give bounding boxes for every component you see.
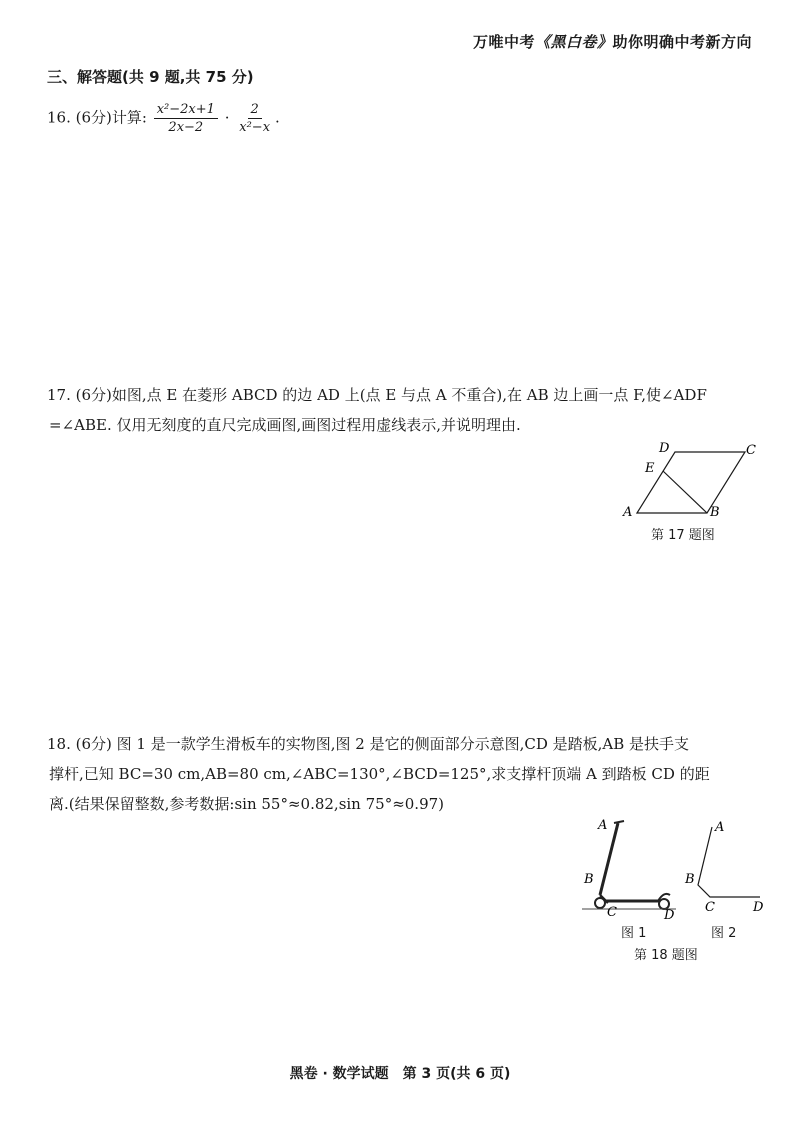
fig1-label-a: A [598,818,608,833]
header-slogan [473,31,752,52]
q16-fraction-1 [154,101,218,136]
q18-line-1: 18. (6分) 图 1 是一款学生滑板车的实物图,图 2 是它的侧面部分示意图,CD 是踏板,AB 是扶手支 [47,735,690,753]
schematic-abcd [698,827,760,897]
q16-fraction-2 [236,101,273,136]
q18-fig1-caption: 图 1 [621,926,647,941]
label-a: A [623,505,633,520]
q16-frac2-denominator: x²−x [239,120,271,135]
question-16 [47,101,280,136]
question-18 [47,729,757,819]
question-17 [47,380,757,440]
fig1-label-d: D [664,908,675,920]
q18-figure-1-scooter [580,815,680,920]
fig1-label-c: C [607,905,617,920]
label-b: B [710,505,720,520]
q16-dot: · [224,108,230,127]
q18-line-2: 撑杆,已知 BC=30 cm,AB=80 cm,∠ABC=130°,∠BCD=125°,求支撑杆顶端 A 到踏板 CD 的距 [49,765,710,783]
page-footer: 黑卷 · 数学试题 第 3 页(共 6 页) [289,1066,511,1082]
q17-line-2: =∠ABE. 仅用无刻度的直尺完成画图,画图过程用虚线表示,并说明理由. [49,416,521,434]
fig1-label-b: B [584,872,594,887]
q16-prefix: 16. (6分)计算: [47,108,147,127]
segment-be [663,471,707,513]
label-d: D [659,441,670,456]
fig2-label-b: B [685,872,695,887]
q18-line-3: 离.(结果保留整数,参考数据:sin 55°≈0.82,sin 75°≈0.97) [49,795,445,813]
q17-caption: 第 17 题图 [651,528,715,543]
section-title: 三、解答题(共 9 题,共 75 分) [47,68,254,86]
scooter-grip [614,821,624,823]
slogan-brand: 《黑白卷》 [534,33,613,51]
q16-frac2-numerator: 2 [248,101,262,119]
scooter-handle-bar [600,823,618,895]
q18-fig2-caption: 图 2 [711,926,737,941]
fig2-label-c: C [705,900,715,915]
slogan-post: 助你明确中考新方向 [612,33,752,51]
q16-end: . [275,108,280,127]
fig2-label-a: A [715,820,725,835]
q17-line-1: 17. (6分)如图,点 E 在菱形 ABCD 的边 AD 上(点 E 与点 A 不重合),在 AB 边上画一点 F,使∠ADF [47,386,707,404]
label-c: C [746,443,756,458]
q16-frac1-denominator: 2x−2 [168,120,204,135]
label-e: E [645,461,655,476]
scooter-front-wheel [595,898,605,908]
q17-rhombus-figure [615,432,765,522]
q16-frac1-numerator: x²−2x+1 [154,101,218,119]
fig2-label-d: D [753,900,764,915]
q18-caption: 第 18 题图 [634,948,698,963]
slogan-pre: 万唯中考 [472,33,535,51]
q18-figure-2-schematic [680,815,770,920]
